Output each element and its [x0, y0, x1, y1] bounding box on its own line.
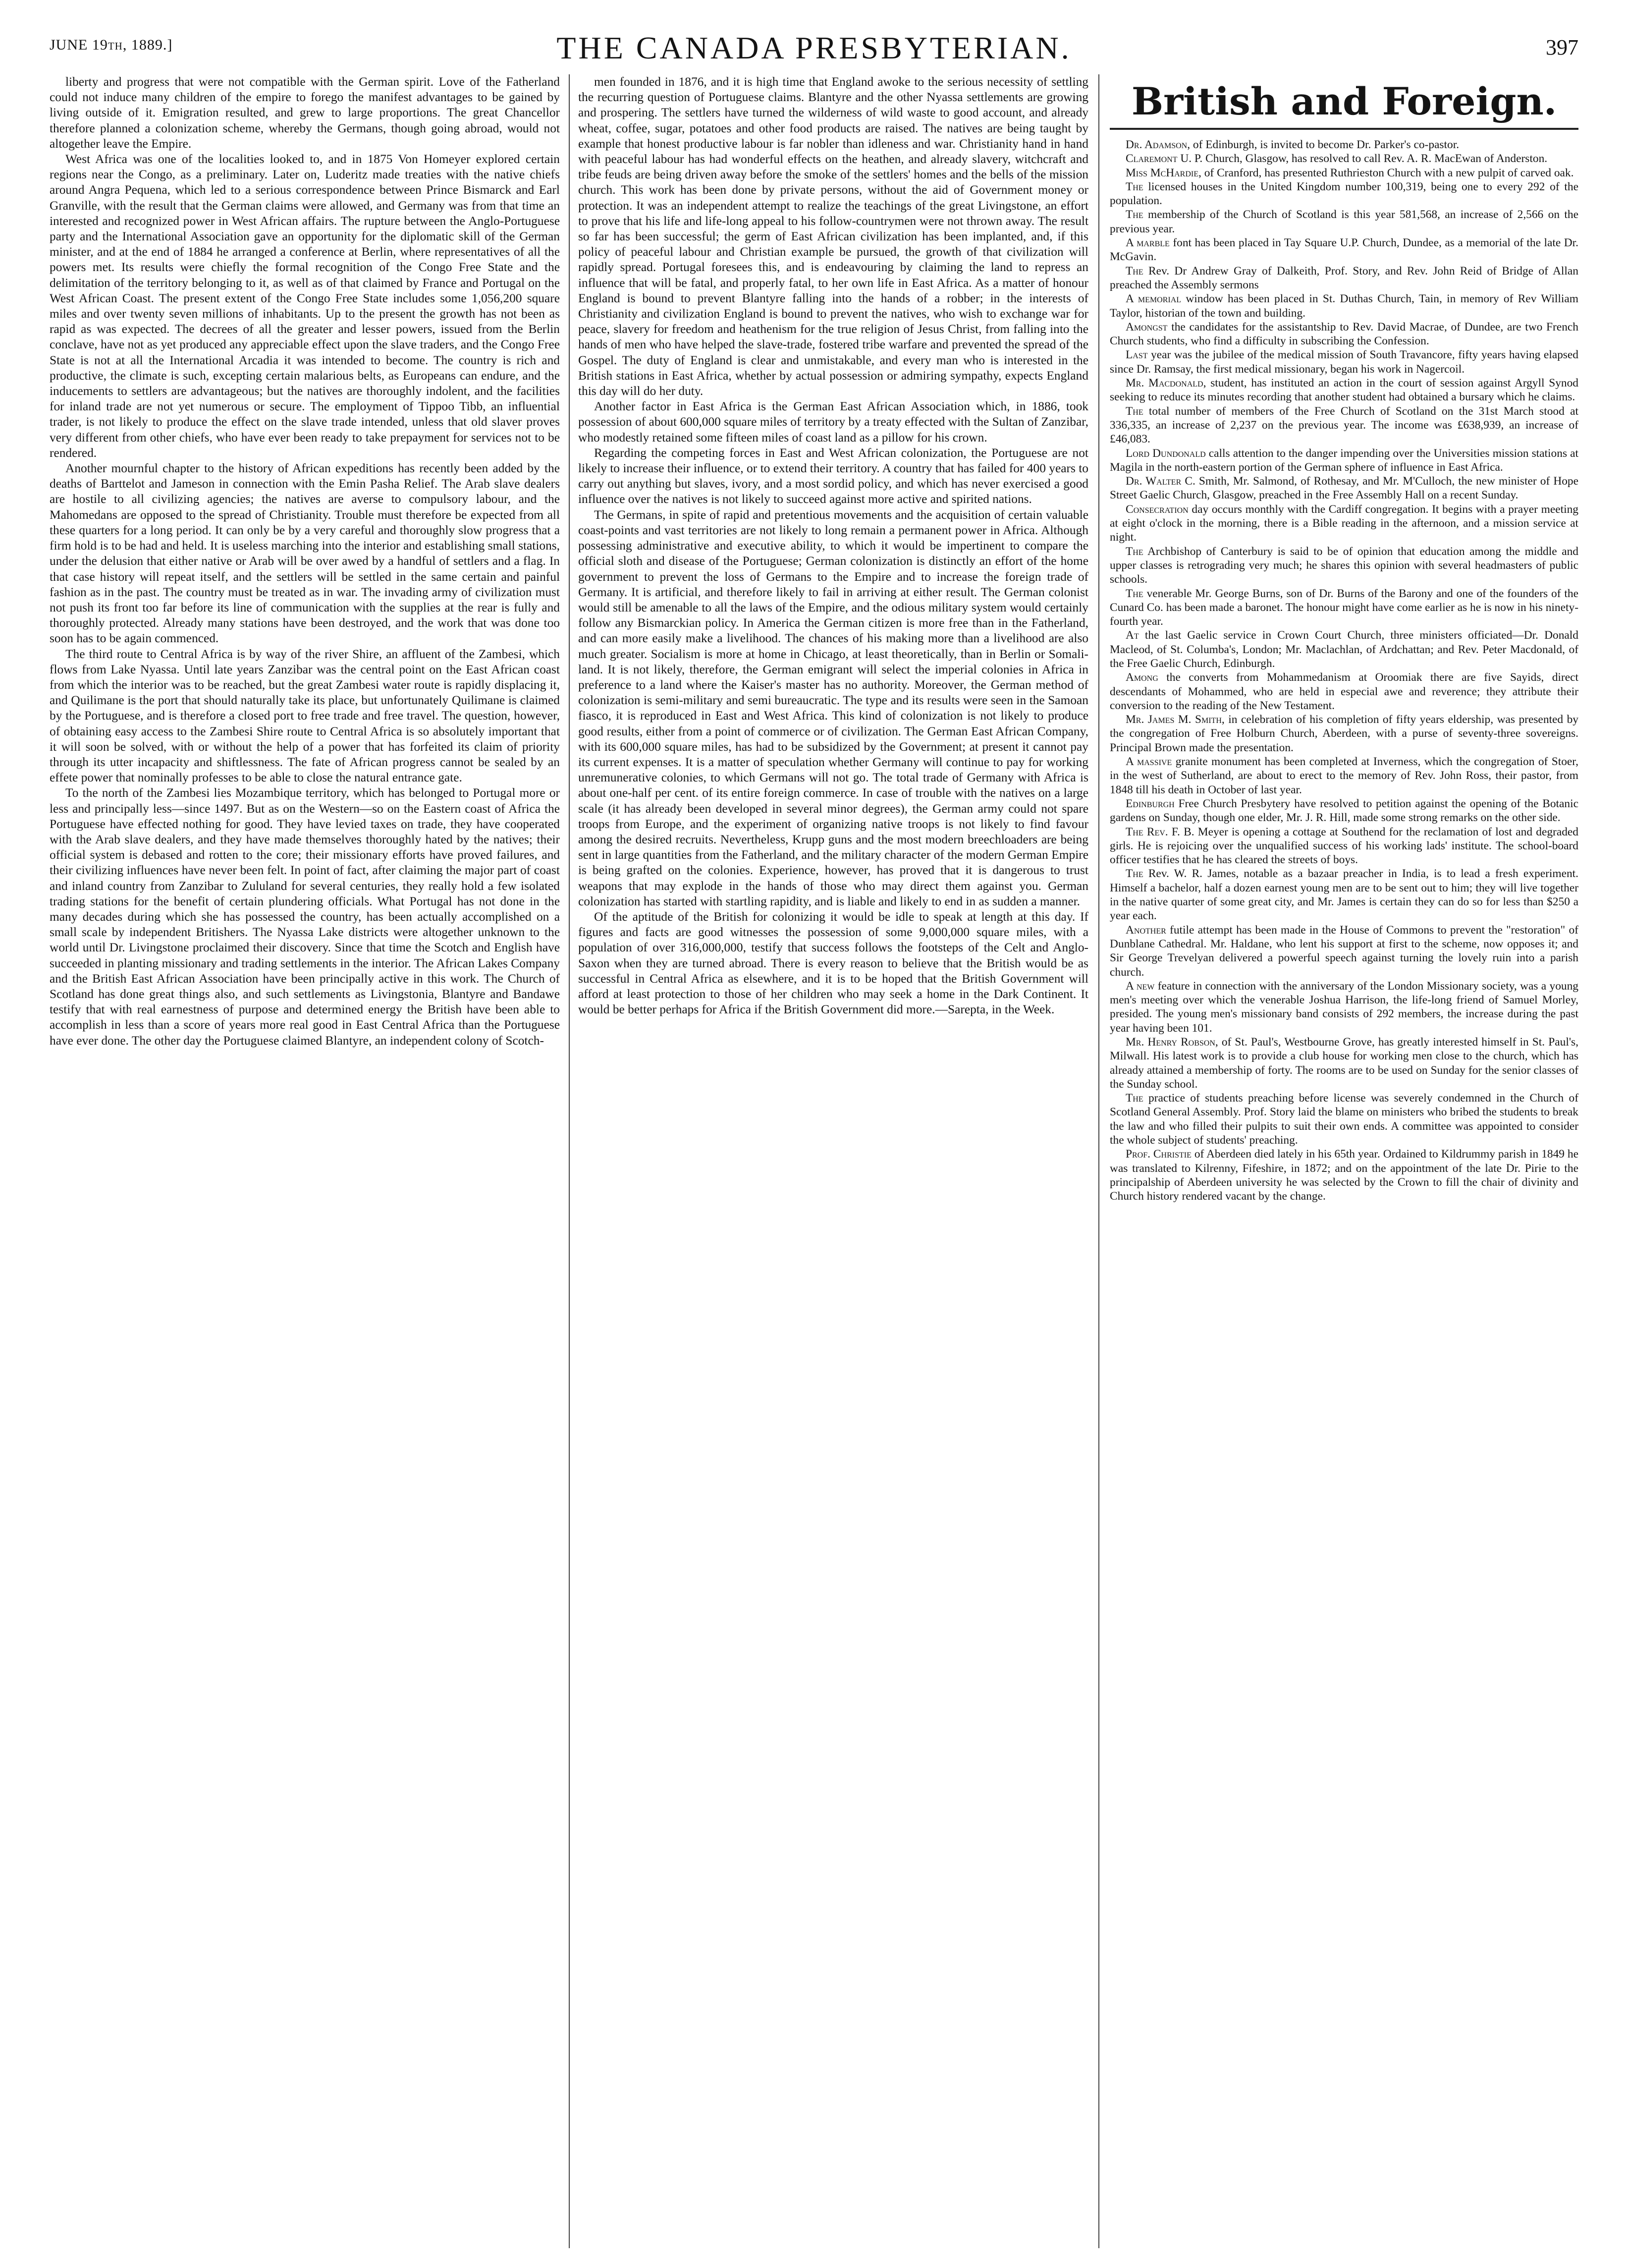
- news-item-lead: Dr. Walter: [1126, 475, 1182, 488]
- news-item-lead: The: [1126, 404, 1143, 418]
- news-item-lead: Amongst: [1126, 320, 1168, 333]
- news-item-text: student, has instituted an action in the court of session against Argyll Synod seeking to reduce its minutes recording that another student had obtained a bursary which he claims.: [1110, 377, 1578, 404]
- heading-rule: [1110, 128, 1578, 130]
- news-item: [1110, 376, 1578, 404]
- news-item-lead: Last: [1126, 348, 1148, 362]
- news-item-lead: Among: [1126, 671, 1158, 684]
- news-item-lead: Lord Dundonald: [1126, 446, 1206, 460]
- article-paragraph: liberty and progress that were not compatible with the German spirit. Love of the Fatherland could not induce many children of the empire to forego the manifest advantages to be gained by living outside of it. Emigration resulted, and grew to large proportions. The great Chancellor therefore planned a colonization scheme, whereby the Germans, though going abroad, would not altogether leave the Empire.: [50, 75, 560, 151]
- news-items: [1110, 138, 1578, 1204]
- news-item-lead: Mr. Macdonald,: [1126, 377, 1206, 390]
- news-item: [1110, 1091, 1578, 1147]
- news-item-text: membership of the Church of Scotland is this year 581,568, an increase of 2,566 on the previous year.: [1110, 208, 1578, 235]
- news-column-british-foreign: [1110, 74, 1578, 2253]
- news-item-text: venerable Mr. George Burns, son of Dr. Burns of the Barony and one of the founders of the Cunard Co. has been made a baronet. The honour might have come earlier as he is now in his ninety-fourth year.: [1110, 587, 1578, 628]
- news-item: [1110, 1035, 1578, 1091]
- news-item-text: F. B. Meyer is opening a cottage at Southend for the reclamation of lost and degraded girls. He is rejoicing over the unqualified success of his working lads' institute. The school-board officer testifies that he has cleared the streets of boys.: [1110, 825, 1578, 867]
- news-item-lead: Mr. James M. Smith,: [1126, 713, 1225, 726]
- news-item: [1110, 292, 1578, 320]
- news-item-text: year was the jubilee of the medical mission of South Travancore, fifty years having elapsed since Dr. Ramsay, the first medical missionary, began his work in Nagercoil.: [1110, 348, 1578, 376]
- news-item: [1110, 755, 1578, 797]
- article-paragraph: The third route to Central Africa is by way of the river Shire, an affluent of the Zambesi, which flows from Lake Nyassa. Until late years Zanzibar was the central point on the East African coast from which the interior was to be reached, but the great Zambesi water route is rapidly displacing it, and Quilimane is the port that should naturally take its place, but unfortunately Quilimane is claimed by the Portuguese, and is therefore a closed port to free trade and free travel. The question, however, of obtaining easy access to the Zambesi Shire route to Central Africa is so absolutely important that it will soon be solved, with or without the help of a power that has forfeited its claim of priority through its utter incapacity and shiftlessness. The fate of African progress cannot be sealed by an effete power that nominally professes to be able to close the natural entrance gate.: [50, 647, 560, 785]
- news-item-lead: Another: [1126, 923, 1166, 937]
- news-item-lead: The: [1126, 545, 1143, 558]
- news-item-text: granite monument has been completed at Inverness, which the congregation of Stoer, in the west of Sutherland, are about to erect to the memory of Rev. John Ross, their pastor, from 1848 till his death in October of last year.: [1110, 755, 1578, 796]
- news-item: [1110, 825, 1578, 867]
- news-item-lead: The: [1126, 867, 1143, 881]
- news-item: [1110, 979, 1578, 1035]
- news-item-lead: Prof. Christie: [1126, 1148, 1192, 1161]
- news-item: [1110, 404, 1578, 446]
- news-item: [1110, 713, 1578, 755]
- publication-title: THE CANADA PRESBYTERIAN.: [556, 30, 1072, 65]
- news-item-text: the last Gaelic service in Crown Court Church, three ministers officiated—Dr. Donald Macleod, of St. Columba's, London; Mr. Maclachlan, of Ardchattan; and Rev. Peter Macdonald, of the Free Gaelic Church, Edinburgh.: [1110, 629, 1578, 670]
- news-item-text: window has been placed in St. Duthas Church, Tain, in memory of Rev William Taylor, historian of the town and building.: [1110, 292, 1578, 320]
- news-item: [1110, 545, 1578, 587]
- page-number: 397: [1546, 35, 1578, 59]
- news-item: [1110, 923, 1578, 979]
- news-item-lead: A marble: [1126, 236, 1170, 250]
- news-item: [1110, 264, 1578, 292]
- news-item: [1110, 1147, 1578, 1203]
- news-item-lead: A massive: [1126, 755, 1172, 769]
- news-item: [1110, 236, 1578, 264]
- news-item: [1110, 628, 1578, 670]
- news-item-text: U. P. Church, Glasgow, has resolved to call Rev. A. R. MacEwan of Anderston.: [1180, 152, 1548, 166]
- news-item: [1110, 152, 1578, 166]
- issue-date: JUNE 19th, 1889.]: [50, 37, 173, 53]
- news-item-lead: Claremont: [1126, 152, 1178, 166]
- column-divider: [1098, 74, 1099, 2248]
- article-column-2: [578, 74, 1088, 2253]
- news-item-text: Rev. Dr Andrew Gray of Dalkeith, Prof. Story, and Rev. John Reid of Bridge of Allan preached the Assembly sermons: [1110, 264, 1578, 291]
- news-item-lead: The: [1126, 1092, 1143, 1105]
- news-item: [1110, 348, 1578, 376]
- news-item: [1110, 587, 1578, 629]
- news-item-lead: The: [1126, 587, 1143, 600]
- news-item-text: Free Church Presbytery have resolved to petition against the opening of the Botanic gardens on Sunday, though one elder, Mr. J. R. Hill, made some strong remarks on the other side.: [1110, 797, 1578, 825]
- news-item-text: feature in connection with the anniversary of the London Missionary society, was a young men's meeting over which the venerable Joshua Harrison, the life-long friend of Samuel Morley, presided. The young men's missionary band consists of 292 members, the increase during the past year having been 101.: [1110, 979, 1578, 1035]
- news-item-text: of Edinburgh, is invited to become Dr. Parker's co-pastor.: [1193, 138, 1460, 151]
- page-header: [50, 15, 1578, 69]
- news-item: [1110, 320, 1578, 348]
- news-item-text: futile attempt has been made in the House of Commons to prevent the "restoration" of Dunblane Cathedral. Mr. Haldane, who lent his support at first to the scheme, now opposes it; and Sir George Trevelyan delivered a powerful speech against turning the lovely ruin into a parish church.: [1110, 923, 1578, 979]
- article-paragraph: Regarding the competing forces in East and West African colonization, the Portuguese are not likely to increase their influence, or to extend their territory. A country that has failed for 400 years to carry out anything but slaves, ivory, and a most sordid policy, and which has never exercised a good influence over the natives is not likely to succeed against more active and spirited nations.: [578, 445, 1088, 506]
- article-paragraph: The Germans, in spite of rapid and pretentious movements and the acquisition of certain valuable coast-points and vast territories are not likely to long remain a permanent power in Africa. Although possessing administrative and executive ability, to which it would be impertinent to compare the official sloth and disease of the Portuguese; German colonization is distinctly an effort of the home government to prevent the loss of Germans to the Empire and to increase the foreign trade of Germany. It is artificial, and therefore likely to fail in arriving at either result. The German colonist would still be amenable to all the laws of the Empire, and the odious military system would certainly follow any Bismarckian policy. In America the German citizen is more free than in the Fatherland, and can more easily make a livelihood. The chances of his making more than a livelihood are also much greater. Socialism is more at home in Chicago, at least theoretically, than in Berlin or Somali-land. It is not likely, therefore, the German emigrant will select the imperial colonies in Africa in preference to a land where the Kaiser's master has no authority. Moreover, the German method of colonization is semi-military and semi bureaucratic. The type and its results were seen in the Samoan fiasco, it is reproduced in East and West Africa. This kind of colonization is not likely to produce good results, either from a point of commerce or of civilization. The German East African Company, with its 600,000 square miles, has had to be subsidized by the Government; at present it cannot pay its current expenses. It is a matter of speculation whether Germany will continue to pay for working unremunerative colonies, to which Germans will not go. The total trade of Germany with Africa is about one-half per cent. of its entire foreign commerce. In case of trouble with the natives on a large scale (it has already been developed in several minor degrees), the German army could not spare troops from Europe, and the experiment of organizing native troops is not likely to find favour among the desired recruits. Nevertheless, Krupp guns and the most modern breechloaders are being sent in large quantities from the Fatherland, and the military character of the modern German Empire is being grafted on the colonies. Experience, however, has proved that it is dangerous to trust weapons that may explode in the hands of those who may direct them against you. German colonization has started with startling rapidity, and is liable and likely to end in as sudden a manner.: [578, 507, 1088, 908]
- news-item-text: C. Smith, Mr. Salmond, of Rothesay, and Mr. M'Culloch, the new minister of Hope Street Gaelic Church, Glasgow, preached in the Free Assembly Hall on a recent Sunday.: [1110, 475, 1578, 502]
- news-item-text: Rev. W. R. James, notable as a bazaar preacher in India, is to lead a fresh experiment. Himself a bachelor, half a dozen earnest young men are to be sent out to him; they will live together in the native quarter of some great city, and Mr. James is certain they can do so for less than $250 a year each.: [1110, 867, 1578, 923]
- article-paragraph: Another mournful chapter to the history of African expeditions has recently been added by the deaths of Barttelot and Jameson in connection with the Emin Pasha Relief. The Arab slave dealers are hostile to all civilizing agencies; the natives are averse to compulsory labour, and the Mahomedans are opposed to the spread of Christianity. Trouble must therefore be expected from all these quarters for a long period. It can only be by a very careful and thoroughly slow progress that a firm hold is to be had and held. It is useless marching into the interior and establishing small stations, under the delusion that either native or Arab will be over awed by a handful of settlers and a flag. In that case history will repeat itself, and the settlers will be settled in the same certain and painful fashion as in the past. The country must be treated as in war. The invading army of civilization must not push its front too far before its line of communication with the supplies at the rear is fully and thoroughly protected. Already many stations have been destroyed, and the work that was done too soon has to be again commenced.: [50, 461, 560, 646]
- article-paragraph: Of the aptitude of the British for colonizing it would be idle to speak at length at this day. If figures and facts are good witnesses the possession of some 9,000,000 square miles, with a population of over 316,000,000, testify that success follows the footsteps of the Celt and Anglo-Saxon when they are turned abroad. There is every reason to believe that the British would be as successful in Central Africa as elsewhere, and it is to be hoped that the British Government will afford at least protection to those of her children who may seek a home in the Dark Continent. It would be better perhaps for Africa if the British Government did more.—Sarepta, in the Week.: [578, 909, 1088, 1017]
- news-item-lead: A memorial: [1126, 292, 1182, 306]
- news-item-text: of Cranford, has presented Ruthrieston Church with a new pulpit of carved oak.: [1204, 166, 1574, 179]
- news-item-text: total number of members of the Free Church of Scotland on the 31st March stood at 336,335, an increase of 2,237 on the previous year. The income was £638,939, an increase of £46,083.: [1110, 404, 1578, 446]
- news-item-lead: A new: [1126, 979, 1155, 993]
- section-heading: British and Foreign.: [1131, 79, 1557, 123]
- news-item: [1110, 502, 1578, 545]
- news-item-text: licensed houses in the United Kingdom number 100,319, being one to every 292 of the population.: [1110, 180, 1578, 208]
- news-item: [1110, 867, 1578, 923]
- news-item: [1110, 180, 1578, 208]
- news-item-lead: Consecration: [1126, 502, 1189, 516]
- news-item-text: the candidates for the assistantship to Rev. David Macrae, of Dundee, are two French Church students, who find a difficulty in subscribing the Confession.: [1110, 320, 1578, 348]
- news-item-lead: Dr. Adamson,: [1126, 138, 1191, 151]
- news-item-text: calls attention to the danger impending over the Universities mission stations at Magila in the north-eastern portion of the German sphere of influence in East Africa.: [1110, 446, 1578, 474]
- news-item-lead: Mr. Henry Robson,: [1126, 1036, 1218, 1049]
- news-item: [1110, 138, 1578, 152]
- news-item-text: Archbishop of Canterbury is said to be of opinion that education among the middle and upper classes is retrograding very much; he shares this opinion with several headmasters of public schools.: [1110, 545, 1578, 586]
- article-paragraph: West Africa was one of the localities looked to, and in 1875 Von Homeyer explored certain regions near the Congo, as a preliminary. Later on, Luderitz made treaties with the native chiefs around Angra Pequena, which led to a serious correspondence between Prince Bismarck and Earl Granville, with the result that the German claims were allowed, and Germany was from that time an interested and recognized power in West African affairs. The rupture between the Anglo-Portuguese party and the International Association gave an opportunity for the diplomatic skill of the German minister, and at the end of 1884 he arranged a conference at Berlin, where representatives of all the powers met. Its results were chiefly the formal recognition of the Congo Free State and the delimitation of the territory belonging to it, as well as of that claimed by France and Portugal on the West African Coast. The present extent of the Congo Free State includes some 1,056,200 square miles and over twenty seven millions of inhabitants. Up to the present the growth has not been as rapid as was expected. The decrees of all the greater and lesser powers, issued from the Berlin conclave, have not as yet produced any appreciable effect upon the slave traders, and the Congo Free State is not at all the International Arcadia it was intended to become. The country is rich and productive, the climate is such, excepting certain malarious belts, as Europeans can endure, and the inducements to settlers are advantageous; but the natives are thoroughly indolent, and the facilities for inland trade are not yet numerous or secure. The employment of Tippoo Tibb, an influential trader, is not likely to produce the effect on the slave trade intended, unless that old slaver proves very different from other chiefs, who have ever been ready to take prepayment for services not to be rendered.: [50, 152, 560, 460]
- news-item-lead: The: [1126, 208, 1143, 221]
- news-item-lead: The Rev.: [1126, 825, 1168, 838]
- news-item: [1110, 670, 1578, 713]
- news-item-text: of St. Paul's, Westbourne Grove, has greatly interested himself in St. Paul's, Milwall. His latest work is to provide a club house for working men close to the church, which has already attained a membership of forty. The rooms are to be used on Sunday for the senior classes of the Sunday school.: [1110, 1036, 1578, 1091]
- news-item: [1110, 474, 1578, 502]
- news-item: [1110, 208, 1578, 236]
- article-paragraph: Another factor in East Africa is the German East African Association which, in 1886, took possession of about 600,000 square miles of territory by a treaty effected with the Sultan of Zanzibar, who modestly retained some fifteen miles of coast land as a pillow for his crown.: [578, 399, 1088, 444]
- news-item-text: practice of students preaching before license was severely condemned in the Church of Scotland General Assembly. Prof. Story laid the blame on ministers who bribed the students to break the law and who filled their pulpits to suit their own ends. A committee was appointed to consider the whole subject of students' preaching.: [1110, 1092, 1578, 1147]
- news-item-text: font has been placed in Tay Square U.P. Church, Dundee, as a memorial of the late Dr. McGavin.: [1110, 236, 1578, 264]
- news-item: [1110, 797, 1578, 825]
- news-item-lead: The: [1126, 264, 1143, 277]
- news-item-text: day occurs monthly with the Cardiff congregation. It begins with a prayer meeting at eight o'clock in the morning, there is a Bible reading in the afternoon, and a mission service at night.: [1110, 502, 1578, 544]
- news-item-text: in celebration of his completion of fifty years eldership, was presented by the congregation of Free Holburn Church, Aberdeen, with a purse of seventy-three sovereigns. Principal Brown made the presentation.: [1110, 713, 1578, 754]
- article-column-1: [50, 74, 560, 2253]
- news-item: [1110, 166, 1578, 180]
- news-item-text: the converts from Mohammedanism at Oroomiak there are five Sayids, direct descendants of Mohammed, who are held in especial awe and reverence; they attribute their conversion to the reading of the New Testament.: [1110, 671, 1578, 712]
- article-paragraph: To the north of the Zambesi lies Mozambique territory, which has belonged to Portugal more or less and principally less—since 1497. But as on the Western—so on the Eastern coast of Africa the Portuguese have effected nothing for good. They have levied taxes on trade, they have cooperated with the Arab slave dealers, and they have made themselves thoroughly hated by the natives; their official system is debased and rotten to the core; their missionary efforts have proved failures, and their civilizing influences have never been felt. In point of fact, after claiming the major part of coast and inland country from Zanzibar to Zululand for several centuries, they really hold a few isolated trading stations for the benefit of certain plundering officials. What Portugal has not done in the many decades during which she has possessed the country, has been actually accomplished on a small scale by independent Britishers. The Nyassa Lake districts were altogether unknown to the world until Dr. Livingstone proclaimed their discovery. Since that time the Scotch and English have succeeded in planting missionary and trading settlements in the interior. The African Lakes Company and the British East African Association have been principally active in this work. The Church of Scotland has done great things also, and such settlements as Livingstonia, Blantyre and Bandawe testify that with real earnestness of purpose and determined energy the British have been able to accomplish in less than a score of years more real good in East Central Africa than the Portuguese have ever done. The other day the Portuguese claimed Blantyre, an independent colony of Scotch-: [50, 786, 560, 1048]
- article-paragraph: men founded in 1876, and it is high time that England awoke to the serious necessity of settling the recurring question of Portuguese claims. Blantyre and the other Nyassa settlements are growing and prospering. The settlers have turned the wilderness of wild waste to good account, and already wheat, coffee, sugar, potatoes and other food products are raised. The natives are being taught by example that honest productive labour is far nobler than idleness and war. Christianity hand in hand with peaceful labour has had wonderful effects on the heathen, and already slavery, witchcraft and tribe feuds are being driven away before the smoke of the settlers' homes and the bells of the mission church. This work has been done by private persons, without the aid of Government money or protection. It was an independent attempt to realize the teachings of the great Livingstone, an effort to prove that his life and life-long appeal to his follow-countrymen were not thrown away. The result so far has been successful; the germ of East African civilization has been implanted, and, if this policy of peaceful labour and Christian example be pursued, the growth of that civilization will rapidly spread. Portugal foresees this, and is endeavouring by claiming the land to repress an influence that will be fatal, and properly fatal, to her own life in East Africa. As a matter of honour England is bound to prevent Blantyre falling into the hands of a robber; in the interests of Christianity and civilization England is bound to prevent the natives, who wish to exchange war for peace, slavery for freedom and heathenism for the true religion of Jesus Christ, from falling into the hands of men who have helped the slave-trade, fostered tribe warfare and prevented the spread of the Gospel. The duty of England is clear and unmistakable, and every man who is interested in the British stations in East Africa, whether by actual possession or admiring sympathy, expects England this day will do her duty.: [578, 75, 1088, 398]
- news-item-lead: The: [1126, 180, 1143, 193]
- news-item-text: of Aberdeen died lately in his 65th year. Ordained to Kildrummy parish in 1849 he was translated to Kilrenny, Fifeshire, in 1872; and on the appointment of the late Dr. Pirie to the principalship of Aberdeen university he was selected by the Crown to fill the chair of divinity and Church history rendered vacant by the change.: [1110, 1148, 1578, 1203]
- news-item-lead: Miss McHardie,: [1126, 166, 1201, 179]
- news-item: [1110, 446, 1578, 475]
- news-item-lead: At: [1126, 629, 1139, 642]
- news-item-lead: Edinburgh: [1126, 797, 1175, 810]
- column-divider: [569, 74, 570, 2248]
